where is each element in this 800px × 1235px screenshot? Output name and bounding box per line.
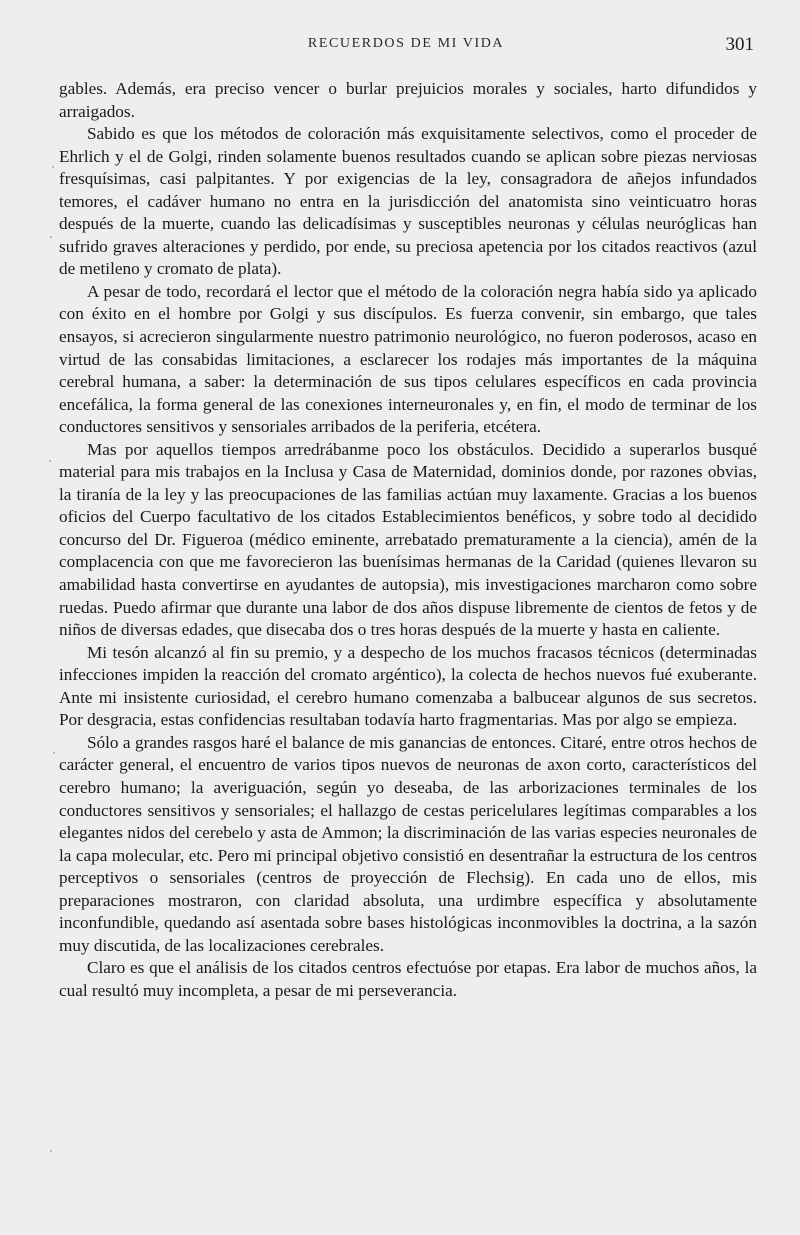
paper-speck bbox=[52, 166, 54, 168]
paper-speck bbox=[50, 1150, 52, 1152]
page-header bbox=[58, 34, 754, 58]
paper-speck bbox=[49, 460, 51, 462]
page-number: 301 bbox=[725, 34, 754, 55]
paragraph-3: A pesar de todo, recordará el lector que el método de la coloración negra había sido ya aplicado con éxito en el hombre por Golgi y sus discípulos. Es fuerza convenir, sin embargo, que tales ensayos, si acrecieron singularmente nuestro patrimonio neurológico, no fueron poderosos, acaso en virtud de las consabidas limitaciones, a esclarecer los rodajes más importantes de la máquina cerebral humana, a saber: la determinación de sus tipos celulares específicos en cada provincia encefálica, la forma general de las conexiones interneuronales y, en fin, el modo de terminar de los conductores sensitivos y sensoriales arribados de la periferia, etcétera. bbox=[59, 281, 757, 437]
paragraph-7: Claro es que el análisis de los citados centros efectuóse por etapas. Era labor de muchos años, la cual resultó muy incompleta, a pesar de mi perseverancia. bbox=[59, 958, 757, 1000]
paper-speck bbox=[50, 236, 52, 238]
running-title: RECUERDOS DE MI VIDA bbox=[307, 36, 505, 51]
paper-speck bbox=[53, 752, 55, 754]
paragraph-1: gables. Además, era preciso vencer o burlar prejuicios morales y sociales, harto difundidos y arraigados. bbox=[59, 79, 757, 121]
paragraph-2: Sabido es que los métodos de coloración más exquisitamente selectivos, como el proceder de Ehrlich y el de Golgi, rinden solamente buenos resultados cuando se aplican sobre piezas nerviosas fresquísimas, casi palpitantes. Y por exigencias de la ley, consagradora de añejos infundados temores, el cadáver humano no entra en la jurisdicción del anatomista sino veinticuatro horas después de la muerte, cuando las delicadísimas y susceptibles neuronas y células neuróglicas han sufrido graves alteraciones y perdido, por ende, su preciosa apetencia por los citados reactivos (azul de metileno y cromato de plata). bbox=[59, 124, 757, 279]
paragraph-5: Mi tesón alcanzó al fin su premio, y a despecho de los muchos fracasos técnicos (determinadas infecciones impiden la reacción del cromato argéntico), la colecta de hechos nuevos fué exuberante. Ante mi insistente curiosidad, el cerebro humano comenzaba a balbucear algunos de sus secretos. Por desgracia, estas confidencias resultaban todavía harto fragmentarias. Mas por algo se empieza. bbox=[59, 642, 757, 730]
body-text bbox=[59, 78, 757, 1002]
paragraph-6: Sólo a grandes rasgos haré el balance de mis ganancias de entonces. Citaré, entre otros hechos de carácter general, el encuentro de varios tipos nuevos de neuronas de axon corto, característicos del cerebro humano; la averiguación, según yo deseaba, de las arborizaciones terminales de los conductores sensitivos y sensoriales; el hallazgo de cestas pericelulares legítimas comparables a los elegantes nidos del cerebelo y asta de Ammon; la discriminación de las varias especies neuronales de la capa molecular, etc. Pero mi principal objetivo consistió en desentrañar la estructura de los centros perceptivos o sensoriales (centros de proyección de Flechsig). En cada uno de ellos, mis preparaciones mostraron, con claridad absoluta, una urdimbre específica y absolutamente inconfundible, quedando así asentada sobre bases histológicas inconmovibles la doctrina, a la sazón muy discutida, de las localizaciones cerebrales. bbox=[59, 732, 757, 955]
paragraph-4: Mas por aquellos tiempos arredrábanme poco los obstáculos. Decidido a superarlos busqué material para mis trabajos en la Inclusa y Casa de Maternidad, dominios donde, por razones obvias, la tiranía de la ley y las preocupaciones de las familias actúan muy laxamente. Gracias a los buenos oficios del Cuerpo facultativo de los citados Establecimientos benéficos, y sobre todo al decidido concurso del Dr. Figueroa (médico eminente, arrebatado prematuramente a la ciencia), amén de la complacencia con que me favorecieron las buenísimas hermanas de la Caridad (quienes llevaron su amabilidad hasta convertirse en ayudantes de autopsia), mis investigaciones marcharon como sobre ruedas. Puedo afirmar que durante una labor de dos años dispuse libremente de cientos de fetos y de niños de diversas edades, que disecaba dos o tres horas después de la muerte y hasta en caliente. bbox=[59, 439, 757, 640]
